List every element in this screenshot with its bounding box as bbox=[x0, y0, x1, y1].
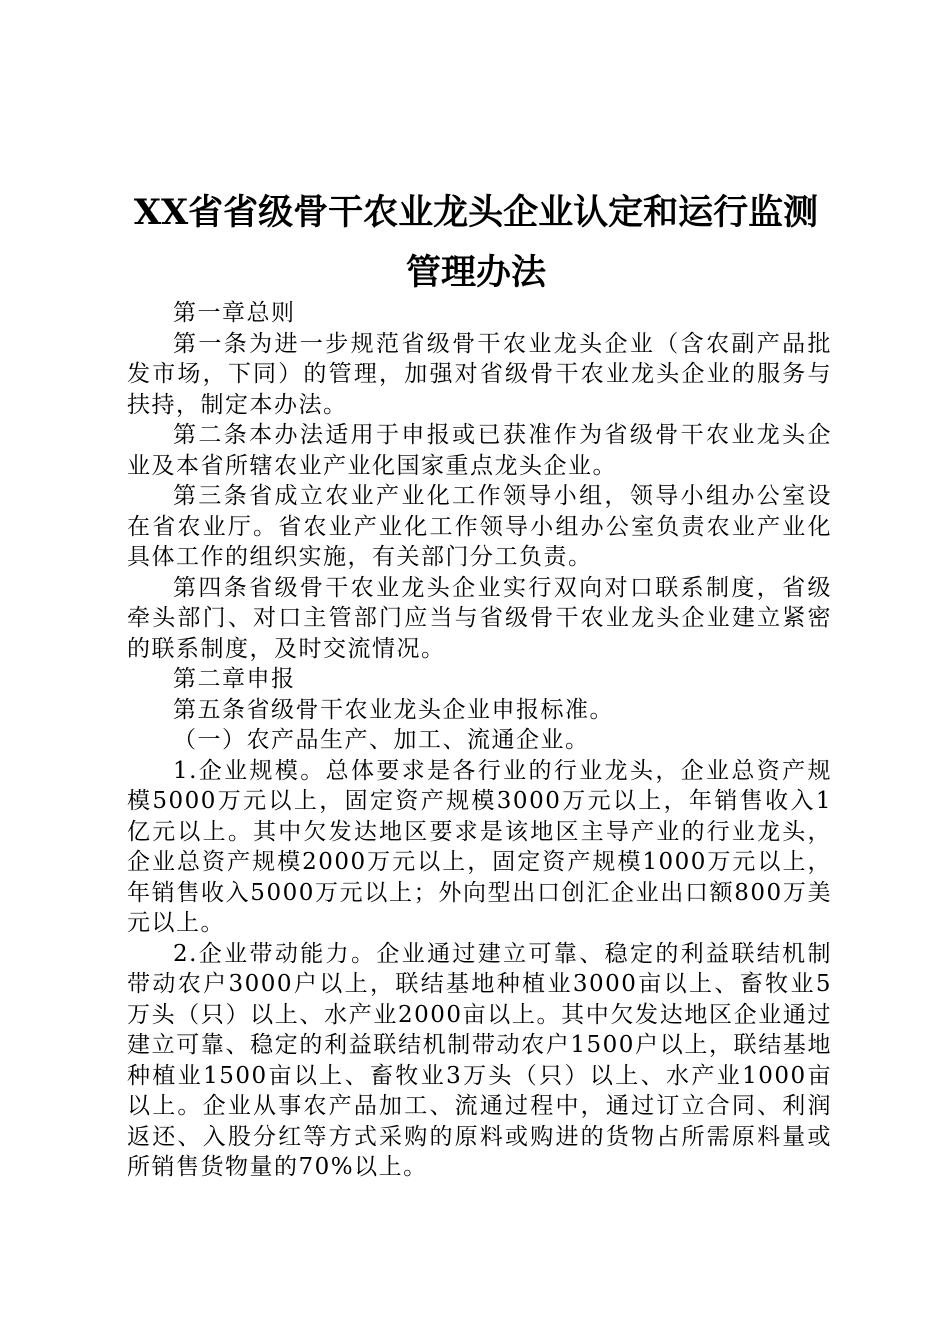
article-paragraph: 第五条省级骨干农业龙头企业申报标准。 bbox=[173, 696, 614, 723]
section-paragraph: （一）农产品生产、加工、流通企业。 bbox=[173, 727, 590, 753]
item-paragraph: 2.企业带动能力。企业通过建立可靠、稳定的利益联结机制带动农户3000户以上，联结基地种植业3000亩以上、畜牧业5万头（只）以上、水产业2000亩以上。其中欠发达地区企业通过建立可靠、稳定的利益联结机制带动农户1500户以上，联结基地种植业1500亩以上、畜牧业3万头（只）以上、水产业1000亩以上。企业从事农产品加工、流通过程中，通过订立合同、利润返还、入股分红等方式采购的原料或购进的货物占所需原料量或所销售货物量的70%以上。 bbox=[127, 940, 832, 1180]
document-title bbox=[120, 183, 832, 303]
title-line-1: XX省省级骨干农业龙头企业认定和运行监测 bbox=[133, 192, 819, 233]
chapter-heading: 第二章申报 bbox=[173, 666, 296, 692]
title-line-2: 管理办法 bbox=[405, 252, 546, 293]
article-paragraph: 第二条本办法适用于申报或已获准作为省级骨干农业龙头企业及本省所辖农业产业化国家重点龙头企业。 bbox=[127, 422, 832, 479]
chapter-heading: 第一章总则 bbox=[173, 300, 296, 326]
item-paragraph: 1.企业规模。总体要求是各行业的行业龙头，企业总资产规模5000万元以上，固定资产规模3000万元以上，年销售收入1亿元以上。其中欠发达地区要求是该地区主导产业的行业龙头，企业总资产规模2000万元以上，固定资产规模1000万元以上，年销售收入5000万元以上；外向型出口创汇企业出口额800万美元以上。 bbox=[127, 757, 832, 936]
article-paragraph: 第四条省级骨干农业龙头企业实行双向对口联系制度，省级牵头部门、对口主管部门应当与省级骨干农业龙头企业建立紧密的联系制度，及时交流情况。 bbox=[127, 574, 832, 662]
article-paragraph: 第一条为进一步规范省级骨干农业龙头企业（含农副产品批发市场，下同）的管理，加强对省级骨干农业龙头企业的服务与扶持，制定本办法。 bbox=[127, 330, 832, 418]
document-body bbox=[127, 298, 832, 1183]
article-paragraph: 第三条省成立农业产业化工作领导小组，领导小组办公室设在省农业厅。省农业产业化工作领导小组办公室负责农业产业化具体工作的组织实施，有关部门分工负责。 bbox=[127, 483, 832, 570]
